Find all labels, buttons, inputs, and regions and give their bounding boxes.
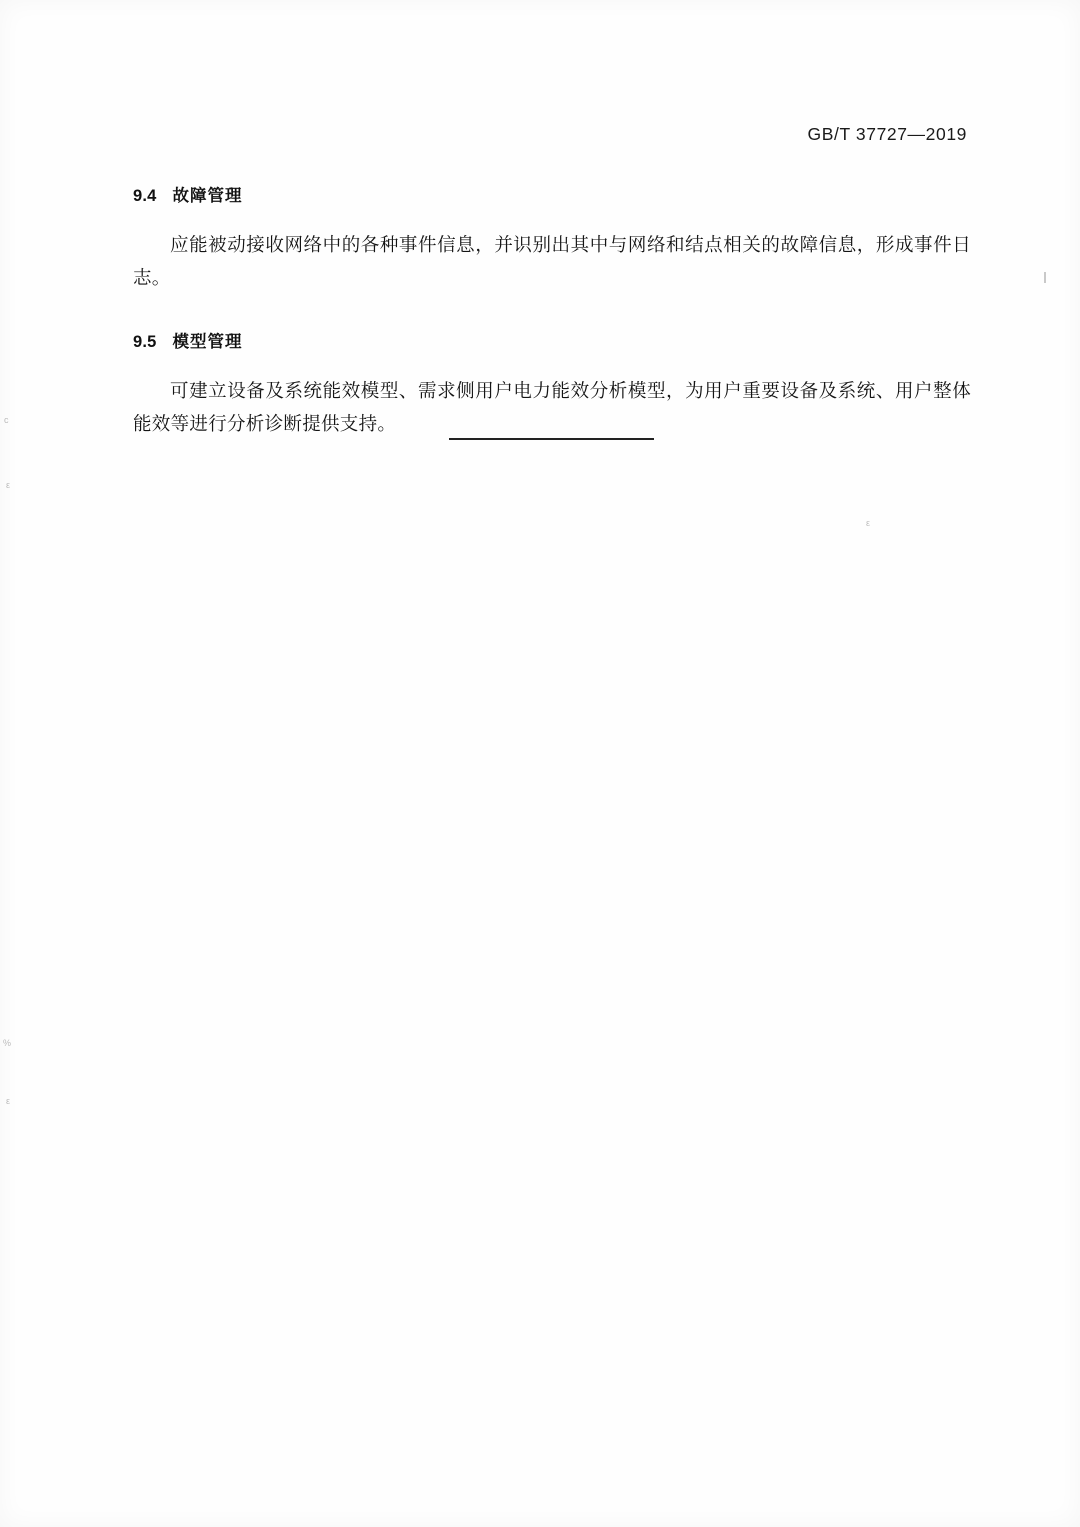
page-content: [133, 182, 971, 442]
section-body-9-5: 可建立设备及系统能效模型、需求侧用户电力能效分析模型，为用户重要设备及系统、用户整体能效等进行分析诊断提供支持。: [133, 382, 971, 435]
scan-mark-left-4: ε: [6, 1096, 11, 1106]
spacer: [133, 212, 971, 230]
end-of-document-rule: [449, 438, 654, 440]
scan-mark-right-1: ε: [866, 518, 871, 528]
spacer: [133, 358, 971, 376]
scan-tick-right: [1044, 272, 1046, 283]
spacer: [133, 296, 971, 328]
section-title: 模型管理: [172, 333, 243, 351]
scan-mark-left-2: ε: [6, 480, 11, 490]
section-body-9-4: 应能被动接收网络中的各种事件信息，并识别出其中与网络和结点相关的故障信息，形成事件日志。: [133, 236, 971, 289]
section-heading-9-4: [133, 182, 971, 206]
scan-mark-left-1: c: [4, 415, 9, 425]
scan-mark-left-3: %: [3, 1038, 12, 1048]
section-title: 故障管理: [172, 187, 243, 205]
section-number: 9.5: [133, 333, 157, 351]
section-heading-9-5: [133, 328, 971, 352]
page-header-standard-code: GB/T 37727—2019: [807, 124, 967, 144]
section-number: 9.4: [133, 187, 157, 205]
